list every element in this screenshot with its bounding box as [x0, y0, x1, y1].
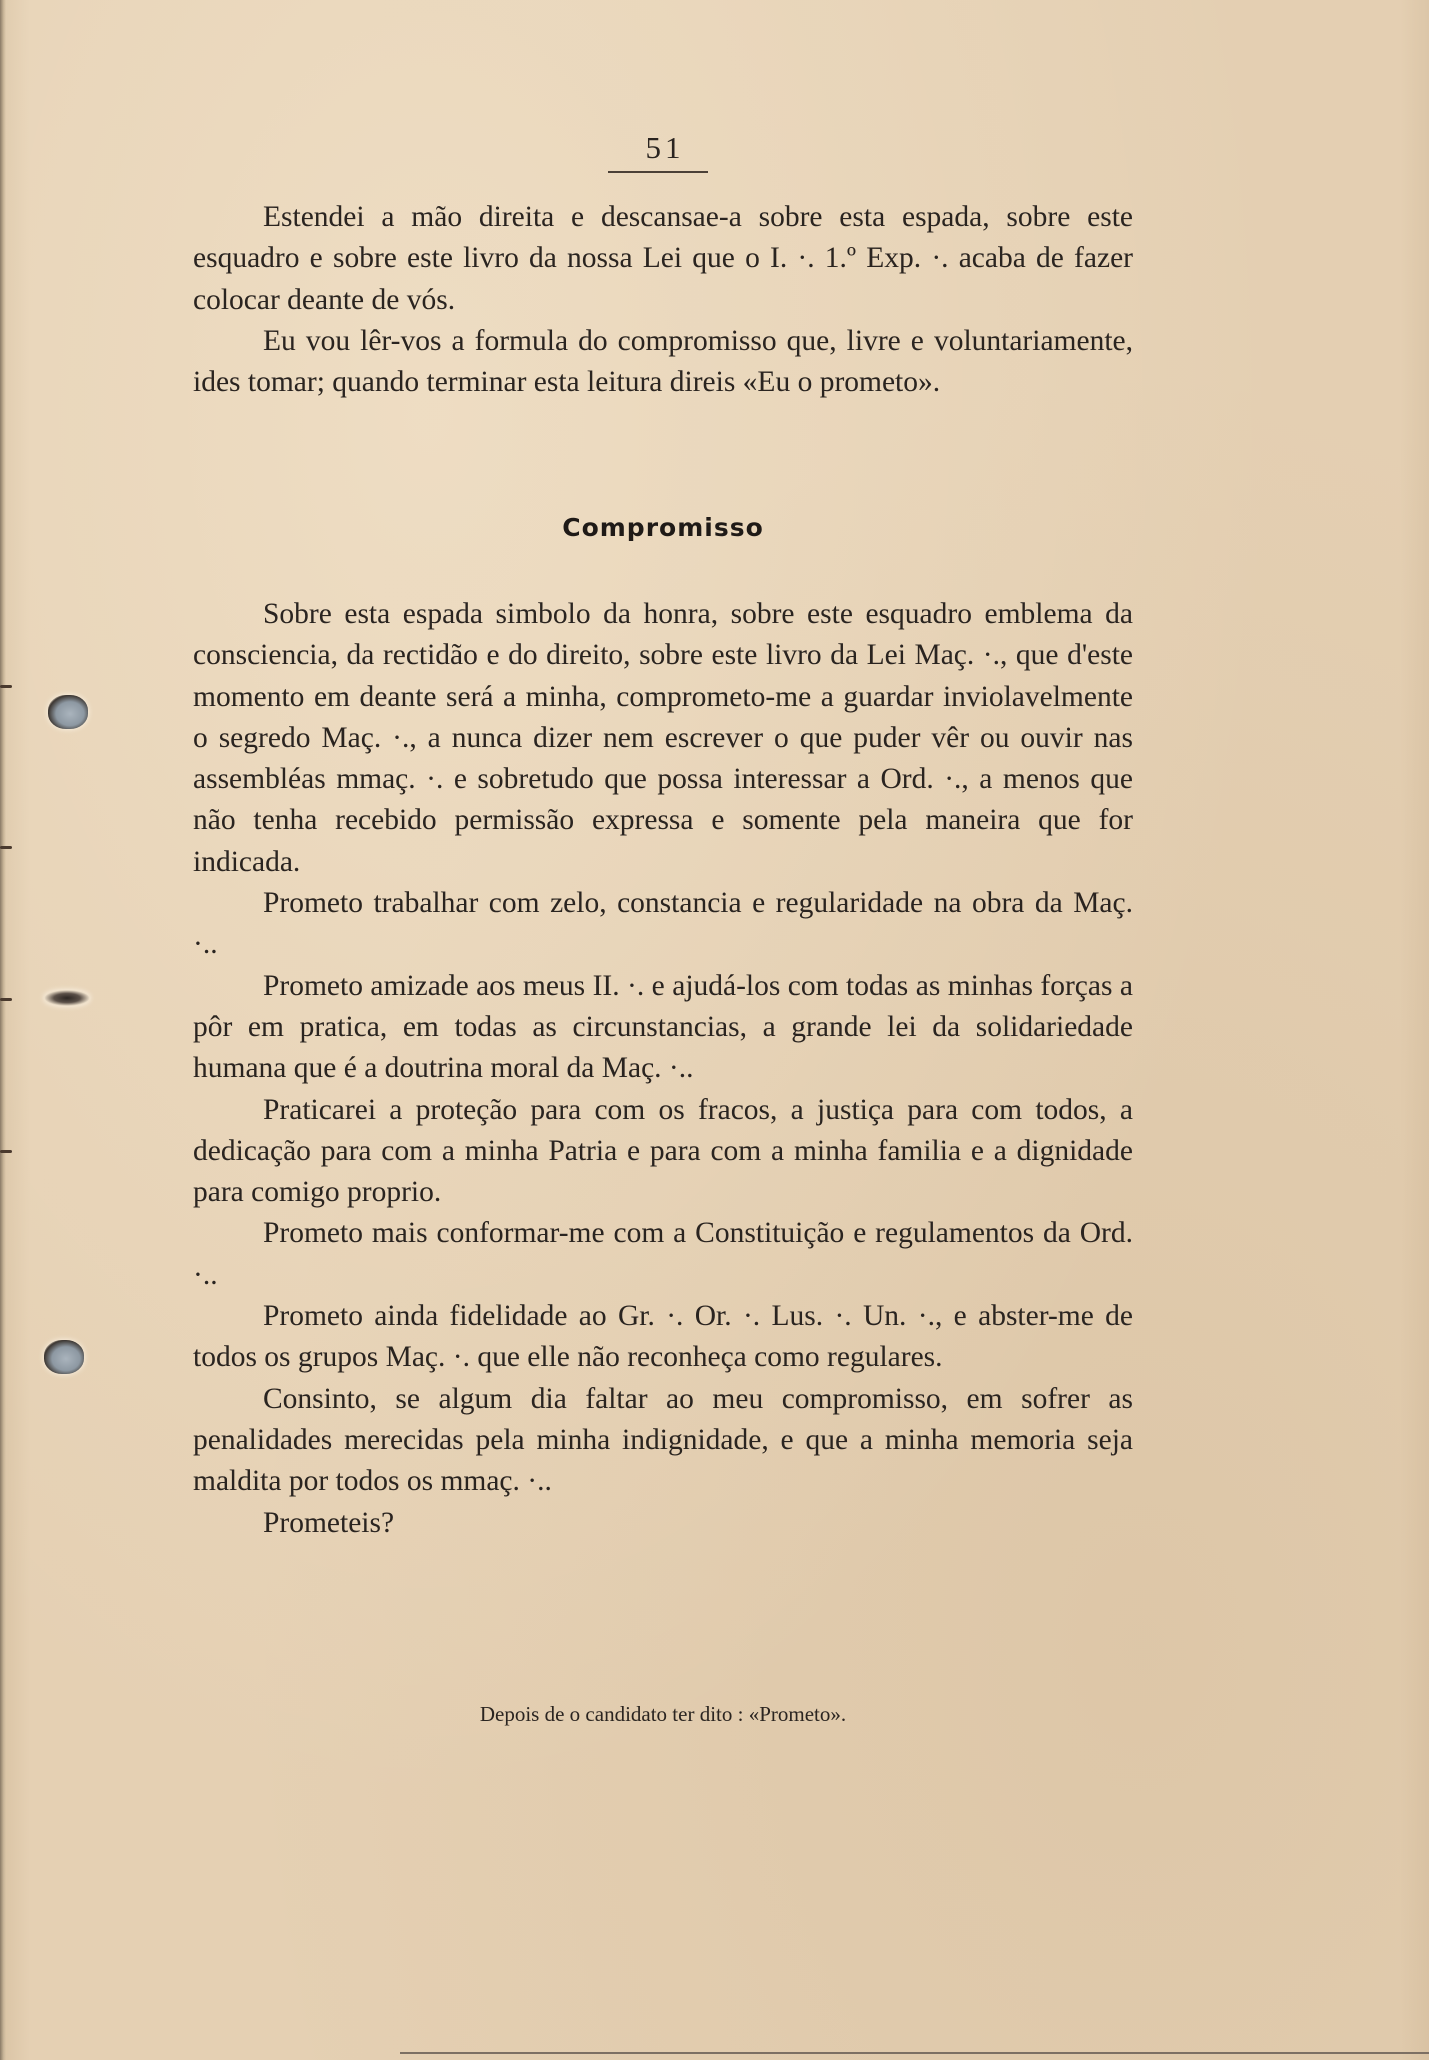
paragraph: Estendei a mão direita e descansae-a sobre esta espada, sobre este esquadro e sobre este livro da nossa Lei que o I. ·. 1.º Exp. ·. acaba de fazer colocar deante de vós. [193, 201, 1133, 316]
paragraph: Prometo ainda fidelidade ao Gr. ·. Or. ·. Lus. ·. Un. ·., e abster-me de todos os grupos Maç. ·. que elle não reconheça como regulares. [193, 1300, 1133, 1374]
stage-direction: Depois de o candidato ter dito : «Prometo». [479, 1702, 847, 1726]
binding-thread [0, 1150, 12, 1153]
paragraph: Sobre esta espada simbolo da honra, sobre este esquadro emblema da consciencia, da rectidão e do direito, sobre este livro da Lei Maç. ·., que d'este momento em deante será a minha, comprometo-me a guardar inviolavelmente o segredo Maç. ·., a nunca dizer nem escrever o que puder vêr ou ouvir nas assembléas mmaç. ·. e sobretudo que possa interessar a Ord. ·., a menos que não tenha recebido permissão expressa e somente pela maneira que for indicada. [193, 598, 1133, 878]
paragraph: Prometo amizade aos meus II. ·. e ajudá-los com todas as minhas forças a pôr em pratica, em todas as circunstancias, a grande lei da solidariedade humana que é a doutrina moral da Maç. ·.. [193, 969, 1133, 1085]
punch-hole-icon [44, 1340, 84, 1374]
page-number: 51 [645, 130, 685, 165]
page-binding-edge [0, 0, 6, 2060]
binding-thread [0, 685, 12, 688]
binding-thread [0, 998, 12, 1001]
paragraph: Eu vou lêr-vos a formula do compromisso que, livre e voluntariamente, ides tomar; quando terminar esta leitura direis «Eu o prometo». [193, 324, 1133, 399]
paragraph: Consinto, se algum dia faltar ao meu compromisso, em sofrer as penalidades merecidas pela minha indignidade, e que a minha memoria seja maldita por todos os mmaç. ·.. [193, 1382, 1133, 1498]
punch-hole-icon [44, 990, 90, 1006]
binding-thread [0, 846, 12, 849]
section-heading: Compromisso [562, 513, 764, 542]
paragraph: Prometo trabalhar com zelo, constancia e regularidade na obra da Maç. ·.. [193, 887, 1133, 961]
intro-text [193, 197, 1133, 403]
paragraph: Prometo mais conformar-me com a Constituição e regulamentos da Ord. ·.. [193, 1217, 1133, 1291]
oath-text [193, 594, 1133, 1544]
page-number-rule [608, 171, 708, 173]
punch-hole-icon [48, 695, 88, 729]
paragraph: Prometeis? [263, 1506, 395, 1539]
paragraph: Praticarei a proteção para com os fracos, a justiça para com todos, a dedicação para com a minha Patria e para com a minha familia e a dignidade para comigo proprio. [193, 1093, 1133, 1209]
page-bottom-edge [400, 2052, 1429, 2054]
